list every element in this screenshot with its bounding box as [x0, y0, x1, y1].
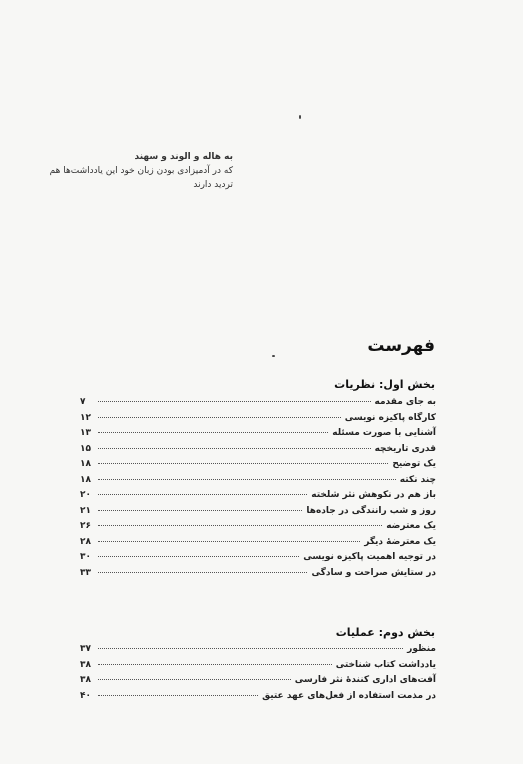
dedication-line: به هاله و الوند و سهند	[134, 152, 233, 162]
toc-entry-title: چند نکته	[399, 474, 436, 485]
toc-entry-page: ۳۳	[80, 567, 91, 578]
toc-entry-page: ۱۸	[80, 474, 91, 485]
dot-leader	[98, 432, 328, 433]
toc-entry-page: ۳۸	[80, 659, 91, 670]
toc-entry-title: یادداشت کتاب شناختی	[335, 659, 436, 670]
toc-entry-page: ۳۰	[80, 552, 91, 562]
toc-entry-title: منظور	[407, 644, 436, 654]
toc-entry-title: یک معترضه	[386, 521, 436, 531]
scan-speck	[299, 115, 301, 119]
toc-entry-page: ۴۰	[80, 690, 91, 701]
toc-entry-title: در ستایش صراحت و سادگی	[311, 567, 436, 578]
toc-entry	[80, 459, 436, 475]
dot-leader	[98, 648, 403, 649]
toc-entry-page: ۲۱	[80, 505, 91, 516]
dot-leader	[98, 448, 371, 449]
toc-entry-page: ۳۸	[80, 675, 91, 685]
toc-entry	[80, 490, 436, 506]
toc-entry-page: ۱۵	[80, 443, 91, 454]
toc-entry-page: ۳۷	[80, 644, 91, 654]
toc-list	[80, 644, 436, 706]
toc-entry-page: ۷	[80, 397, 86, 407]
section-heading: بخش دوم: عملیات	[335, 626, 435, 639]
toc-entry	[80, 506, 436, 522]
toc-entry	[80, 428, 436, 444]
toc-entry	[80, 552, 436, 568]
toc-entry-title: در توجیه اهمیت پاکیزه نویسی	[303, 552, 436, 562]
dot-leader	[98, 479, 396, 480]
toc-entry-title: آشنایی با صورت مسئله	[332, 428, 436, 438]
dedication-line: تردید دارند	[193, 180, 233, 190]
scan-speck	[272, 355, 275, 357]
section-heading: بخش اول: نظریات	[334, 378, 435, 391]
toc-entry	[80, 537, 436, 553]
toc-entry	[80, 444, 436, 460]
dot-leader	[98, 556, 299, 557]
toc-entry-page: ۱۳	[80, 428, 91, 438]
toc-entry	[80, 475, 436, 491]
toc-title: فهرست	[367, 336, 435, 356]
toc-entry-title: آفت‌های اداری کنندهٔ نثر فارسی	[294, 675, 436, 685]
toc-entry-title: باز هم در نکوهش نثر شلخته	[311, 490, 436, 500]
dot-leader	[98, 664, 332, 665]
dot-leader	[98, 510, 302, 511]
toc-entry-page: ۲۰	[80, 490, 91, 500]
toc-entry	[80, 691, 436, 707]
toc-entry-title: به جای مقدمه	[374, 397, 436, 407]
toc-entry-page: ۲۸	[80, 536, 91, 547]
dot-leader	[98, 417, 341, 418]
toc-entry-title: کارگاه پاکیزه نویسی	[344, 412, 436, 423]
dot-leader	[98, 541, 360, 542]
dot-leader	[98, 494, 307, 495]
toc-entry-title: قدری تاریخچه	[374, 443, 436, 454]
toc-entry	[80, 413, 436, 429]
toc-entry	[80, 644, 436, 660]
dot-leader	[98, 525, 382, 526]
toc-entry-page: ۱۸	[80, 459, 91, 469]
toc-list	[80, 397, 436, 583]
dot-leader	[98, 572, 307, 573]
toc-entry-title: یک معترضهٔ دیگر	[364, 536, 436, 547]
toc-entry-page: ۲۶	[80, 521, 91, 531]
toc-entry	[80, 397, 436, 413]
dedication	[49, 150, 233, 192]
toc-entry-page: ۱۲	[80, 412, 91, 423]
toc-entry	[80, 521, 436, 537]
dot-leader	[98, 463, 388, 464]
toc-entry	[80, 675, 436, 691]
toc-entry-title: در مذمت استفاده از فعل‌های عهد عتیق	[262, 690, 436, 701]
toc-entry-title: یک توضیح	[392, 459, 436, 469]
toc-entry-title: روز و شب رانندگی در جاده‌ها	[306, 505, 436, 516]
toc-entry	[80, 568, 436, 584]
toc-entry	[80, 660, 436, 676]
dot-leader	[98, 401, 371, 402]
dot-leader	[98, 695, 258, 696]
dedication-line: که در آدمیزادی بودن زبان خود این یادداشت‌ها هم	[49, 166, 233, 176]
dot-leader	[98, 679, 291, 680]
